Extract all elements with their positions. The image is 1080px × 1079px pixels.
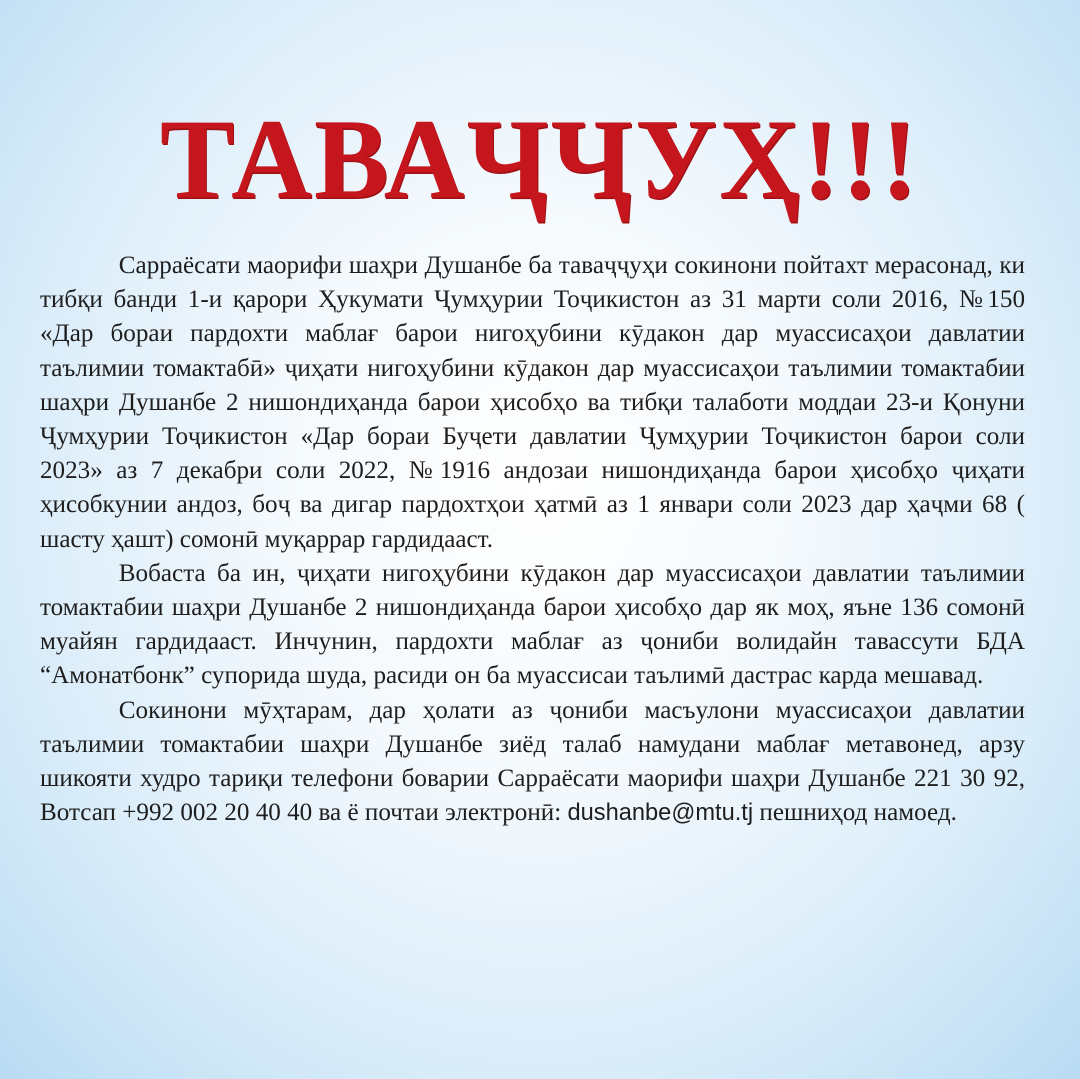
email-address: dushanbe@mtu.tj: [567, 799, 754, 827]
notice-title: ТАВАҶҶУҲ!!!: [160, 96, 920, 224]
closing-text: пешниҳод намоед.: [753, 797, 957, 827]
notice-paragraph-2: Вобаста ба ин, ҷиҳати нигоҳубини кӯдакон дар муассисаҳои давлатии таълимии томактабии шаҳри Душанбе 2 нишондиҳанда барои ҳисобҳо дар як моҳ, яъне 136 сомонӣ муайян гардидааст. Инчунин, пардохти маблағ аз ҷониби волидайн тавассути БДА “Амонатбонк” супорида шуда, расиди он ба муассисаи таълимӣ дастрас карда мешавад.: [40, 557, 1026, 690]
notice-body: [40, 248, 1025, 830]
notice-paragraph-1: Сарраёсати маорифи шаҳри Душанбе ба таваҷҷуҳи сокинони пойтахт мерасонад, ки тибқи банди 1-и қарори Ҳукумати Ҷумҳурии Тоҷикистон аз 31 марти соли 2016, №150 «Дар бораи пардохти маблағ барои нигоҳубини кӯдакон дар муассисаҳои давлатии таълимии томактабӣ» ҷиҳати нигоҳубини кӯдакон дар муассисаҳои таълимии томактабии шаҳри Душанбе 2 нишондиҳанда барои ҳисобҳо ва тибқи талаботи моддаи 23-и Қонуни Ҷумҳурии Тоҷикистон «Дар бораи Буҷети давлатии Ҷумҳурии Тоҷикистон барои соли 2023» аз 7 декабри соли 2022, №1916 андозаи нишондиҳанда барои ҳисобҳо ҷиҳати ҳисобкунии андоз, боҷ ва дигар пардохтҳои ҳатмӣ аз 1 январи соли 2023 дар ҳаҷми 68 ( шасту ҳашт) сомонӣ муқаррар гардидааст.: [40, 250, 1026, 553]
notice-paragraph-3: [40, 693, 1025, 831]
contact-text: Сокинони мӯҳтарам, дар ҳолати аз ҷониби масъулони муассисаҳои давлатии таълимии томактабии шаҳри Душанбе зиёд талаб намудани маблағ метавонед, арзу шикояти худро тариқи телефони боварии Сарраёсати маорифи шаҳри Душанбе 221 30 92, Вотсап +992 002 20 40 40 ва ё почтаи электронӣ:: [40, 694, 1026, 827]
